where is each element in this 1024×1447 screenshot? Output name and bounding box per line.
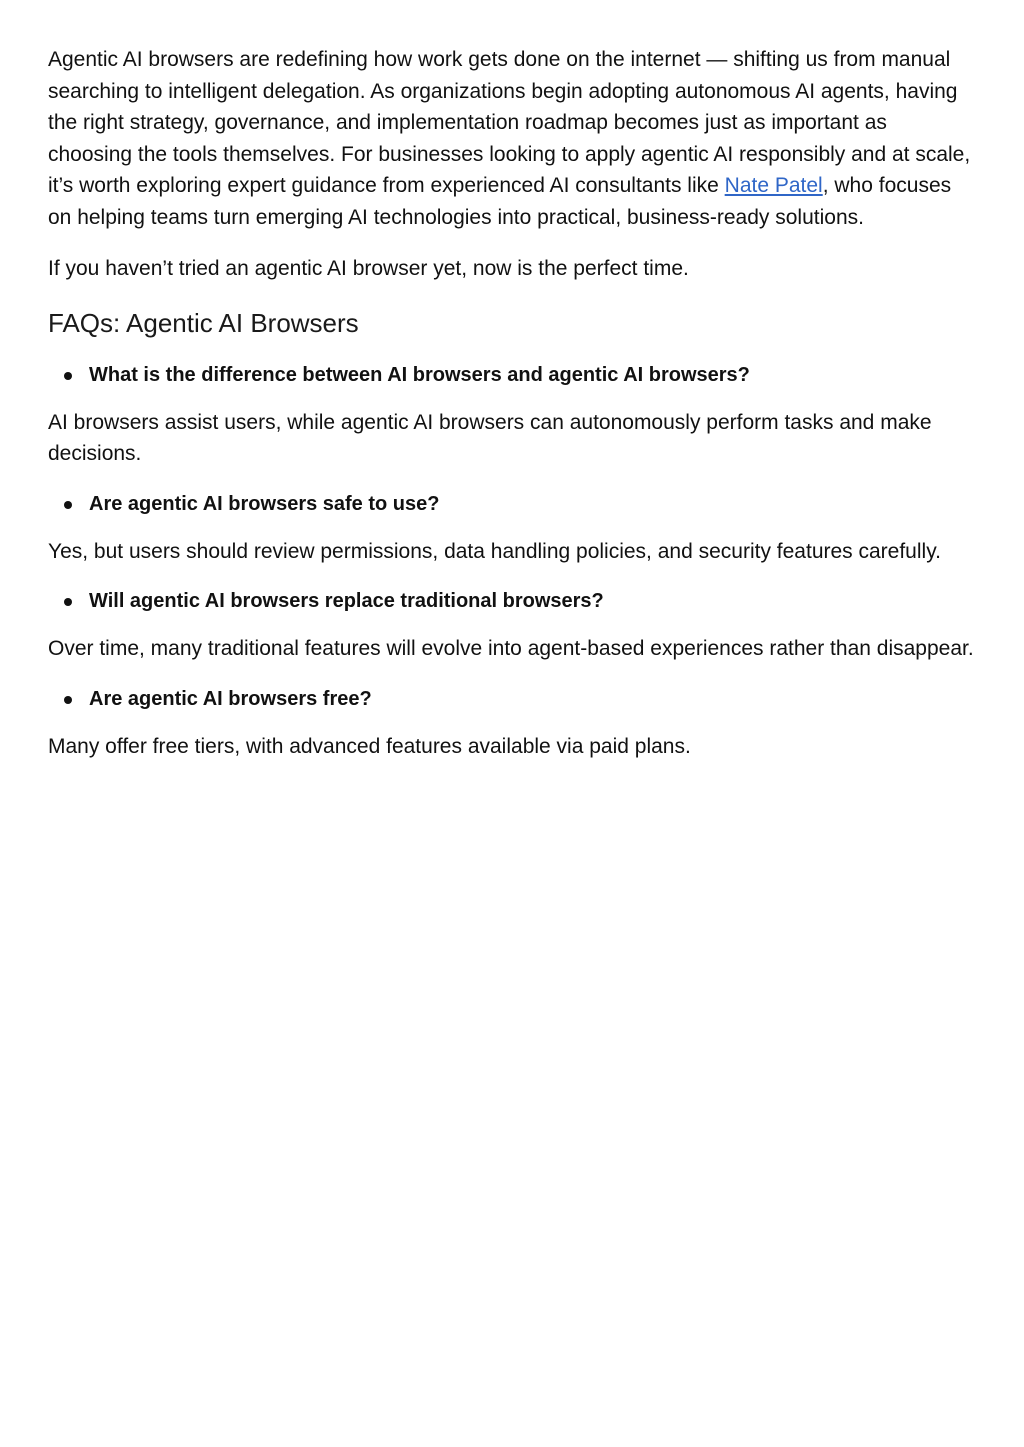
- faq-item-2: [48, 490, 976, 568]
- document-page: [48, 44, 976, 782]
- faq-question: [48, 490, 976, 518]
- faq-answer: Many offer free tiers, with advanced features available via paid plans.: [48, 734, 691, 758]
- nate-patel-link[interactable]: Nate Patel: [724, 174, 823, 197]
- intro-text-after-link: , who focuses on helping teams turn emerging AI technologies into practical, business-ready solutions.: [48, 174, 952, 229]
- bullet-icon: [64, 598, 72, 606]
- faq-question: [48, 587, 976, 615]
- bullet-icon: [64, 372, 72, 380]
- faq-question: [48, 685, 976, 713]
- faq-item-3: [48, 587, 976, 665]
- faq-question: [48, 361, 976, 389]
- faq-heading: FAQs: Agentic AI Browsers: [48, 307, 359, 338]
- faq-question-text: Will agentic AI browsers replace traditional browsers?: [89, 590, 604, 612]
- faq-question-text: Are agentic AI browsers free?: [89, 687, 372, 710]
- intro-paragraph: [48, 44, 976, 233]
- faq-question-text: What is the difference between AI browsers and agentic AI browsers?: [89, 363, 750, 386]
- intro-text-before-link: Agentic AI browsers are redefining how work gets done on the internet — shifting us from manual searching to intelligent delegation. As organizations begin adopting autonomous AI agents, having the right strategy, governance, and implementation roadmap becomes just as important as choosing the tools themselves. For businesses looking to apply agentic AI responsibly and at scale, it’s worth exploring expert guidance from experienced AI consultants like: [48, 48, 971, 197]
- faq-answer: Over time, many traditional features will evolve into agent-based experiences rather than disappear.: [48, 637, 974, 660]
- faq-answer: AI browsers assist users, while agentic AI browsers can autonomously perform tasks and make decisions.: [48, 410, 932, 465]
- bullet-icon: [64, 696, 72, 704]
- bullet-icon: [64, 501, 72, 509]
- faq-item-4: [48, 685, 976, 763]
- faq-item-1: [48, 361, 976, 470]
- faq-question-text: Are agentic AI browsers safe to use?: [89, 492, 440, 515]
- cta-paragraph: If you haven’t tried an agentic AI browser yet, now is the perfect time.: [48, 257, 689, 280]
- faq-answer: Yes, but users should review permissions, data handling policies, and security features carefully.: [48, 539, 941, 563]
